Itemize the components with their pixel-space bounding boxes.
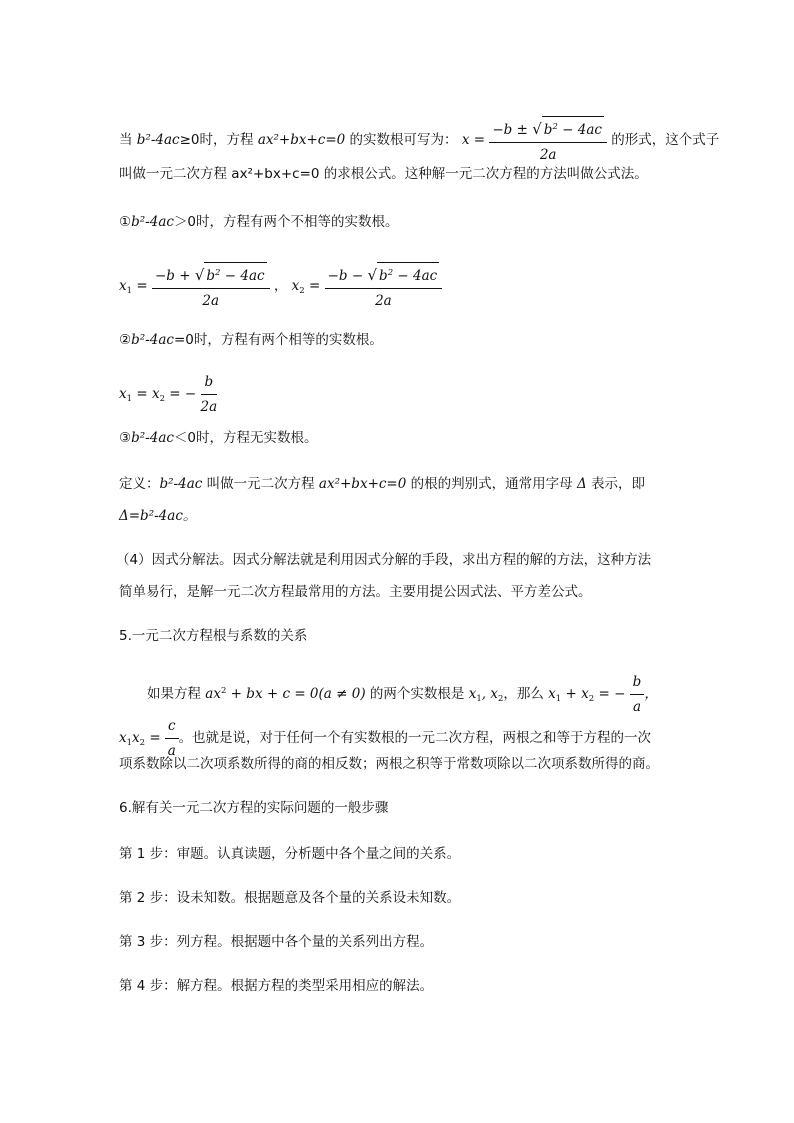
- disc-expr: b²-4ac: [131, 430, 174, 446]
- case2-line: [119, 330, 383, 350]
- product-of-roots: $x_1x_2$ = $\frac{c}{a}$: [119, 730, 179, 746]
- text-form: 的形式，这个式子: [611, 132, 720, 148]
- definition-text-b: 叫做一元二次方程: [206, 476, 315, 492]
- neg-b-over-a: $\frac{b}{a}$: [630, 672, 645, 717]
- equal-roots-formula: $x_1 = x_2$ = − $\frac{b}{2a}$: [119, 374, 218, 415]
- circle-three: ③: [119, 430, 132, 446]
- text-dang: 当: [119, 132, 133, 148]
- c-over-a: $\frac{c}{a}$: [165, 716, 179, 761]
- factor-line1: （4）因式分解法。因式分解法就是利用因式分解的手段，求出方程的解的方法，这种方法: [116, 552, 652, 568]
- vieta-text-d: 。也就是说，对于任何一个有实数根的一元二次方程，两根之和等于方程的一次: [178, 730, 652, 746]
- case3-line: [119, 428, 318, 448]
- disc-expr: b²-4ac: [159, 476, 203, 492]
- section5-title: 5.一元二次方程根与系数的关系: [119, 628, 308, 644]
- roots-names: $x_1$, $x_2$: [468, 686, 504, 704]
- quadratic-formula: x = $\frac{-b \pm √ b^2 - 4ac}{2a}$: [462, 132, 611, 148]
- circle-two: ②: [119, 332, 132, 348]
- disc-expr: b²-4ac: [131, 214, 174, 230]
- ge-zero: ≥0: [179, 132, 200, 148]
- eq-zero: =0: [173, 332, 194, 348]
- case3-text: 时，方程无实数根。: [196, 430, 318, 446]
- x2-fraction: $\frac{-b - √ b^2 - 4ac}{2a}$: [325, 262, 443, 311]
- lt-zero: ＜0: [173, 430, 197, 446]
- formula-intro-line: [119, 116, 719, 165]
- circle-one: ①: [119, 214, 132, 230]
- delta-definition: Δ=b²-4ac。: [119, 508, 197, 524]
- vieta-text-c: ，那么: [503, 686, 544, 702]
- text-kexiewei: 的实数根可写为：: [349, 132, 458, 148]
- gt-zero: ＞0: [173, 214, 197, 230]
- case1-line: [119, 212, 399, 232]
- equation-expr: ax²+bx+c=0: [257, 132, 346, 148]
- vieta-text-b: 的两个实数根是: [369, 686, 465, 702]
- definition-text-d: 表示，即: [590, 476, 645, 492]
- disc-expr: b²-4ac: [136, 132, 180, 148]
- step-2: 第 2 步：设未知数。根据题意及各个量的关系设未知数。: [119, 890, 461, 906]
- definition-line: [119, 474, 645, 494]
- disc-expr: b²-4ac: [131, 332, 174, 348]
- section6-title: 6.解有关一元二次方程的实际问题的一般步骤: [119, 800, 389, 816]
- case2-text: 时，方程有两个相等的实数根。: [193, 332, 383, 348]
- factor-line2: 简单易行，是解一元二次方程最常用的方法。主要用提公因式法、平方差公式。: [119, 584, 592, 600]
- definition-label: 定义：: [119, 476, 160, 492]
- vieta-line3: 项系数除以二次项系数所得的商的相反数；两根之积等于常数项除以二次项系数所得的商。: [119, 756, 659, 772]
- equation-expr: ax²+bx+c=0: [318, 476, 407, 492]
- formula-fraction: $\frac{-b \pm √ b^2 - 4ac}{2a}$: [489, 116, 607, 165]
- vieta-text-a: 如果方程: [147, 686, 201, 702]
- formula-line2: 叫做一元二次方程 ax²+bx+c=0 的求根公式。这种解一元二次方程的方法叫做公式法。: [119, 166, 648, 182]
- vieta-equation: $ax^2$ + bx + c = 0(a ≠ 0): [205, 686, 366, 702]
- vieta-line1: [147, 672, 658, 717]
- step-3: 第 3 步：列方程。根据题中各个量的关系列出方程。: [119, 934, 434, 950]
- x1-fraction: $\frac{-b + √ b^2 - 4ac}{2a}$: [152, 262, 270, 311]
- definition-text-c: 的根的判别式，通常用字母: [410, 476, 573, 492]
- text-shi-fangcheng: 时，方程: [199, 132, 254, 148]
- sum-of-roots: $x_1 + x_2$ = − $\frac{b}{a}$ ，: [548, 674, 658, 715]
- delta-symbol: Δ: [576, 476, 587, 492]
- two-roots-formula: $x_1$ = $\frac{-b + √ b^2 - 4ac}{2a}$ ， $x_2$ = $\frac{-b - √ b^2 - 4ac}{2a}$: [119, 262, 442, 311]
- neg-b-over-2a: $\frac{b}{2a}$: [200, 374, 218, 415]
- case1-text: 时，方程有两个不相等的实数根。: [196, 214, 399, 230]
- step-1: 第 1 步：审题。认真读题，分析题中各个量之间的关系。: [119, 846, 461, 862]
- step-4: 第 4 步：解方程。根据方程的类型采用相应的解法。: [119, 978, 434, 994]
